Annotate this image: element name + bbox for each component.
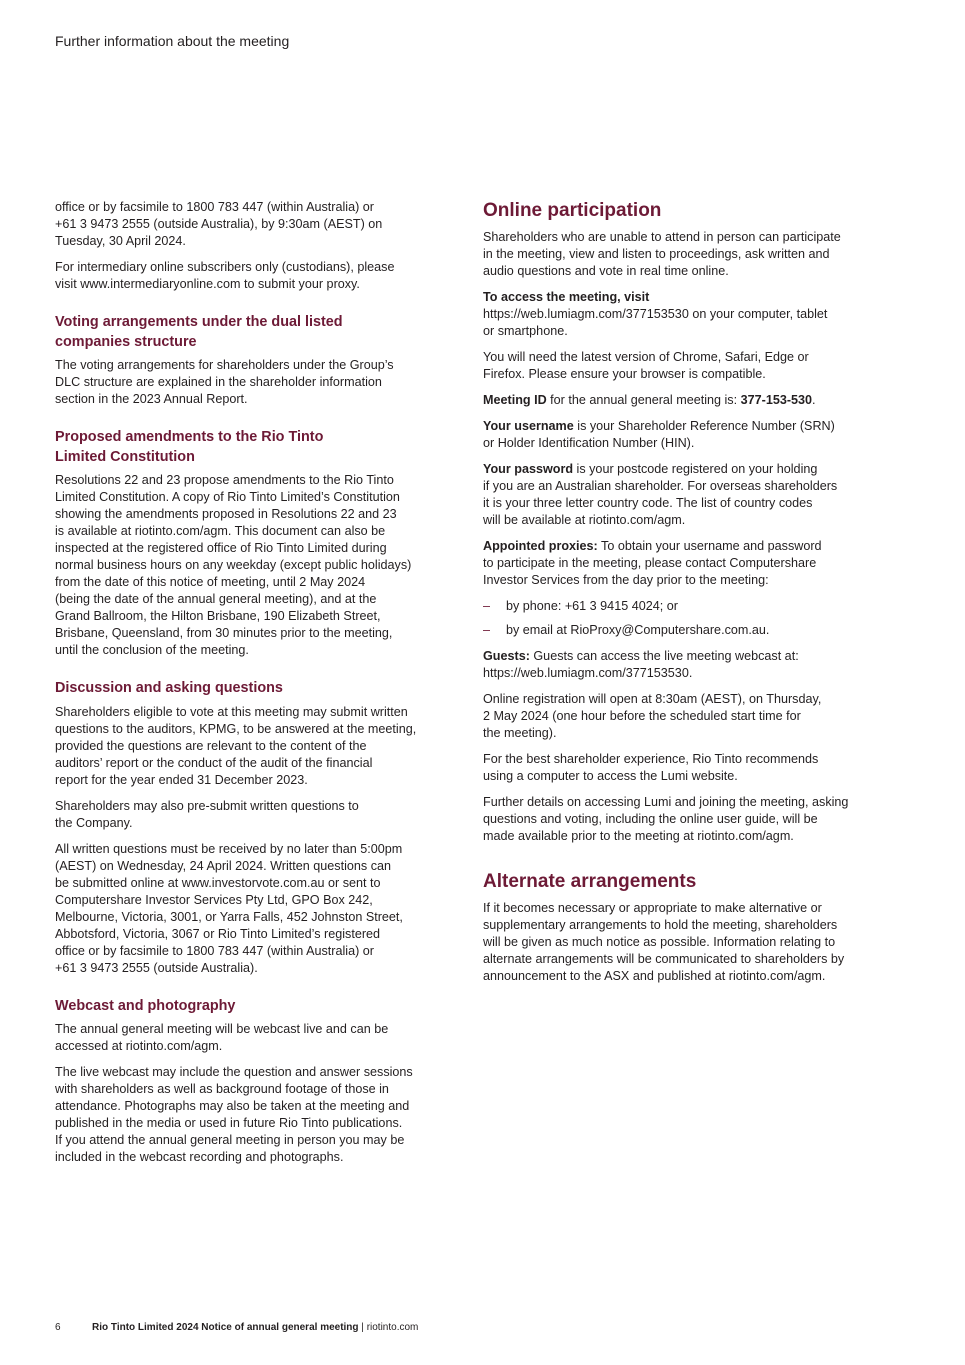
discussion-paragraph-auditors: Shareholders eligible to vote at this meeting may submit written questions to the auditors, KPMG, to be answered at the meeting, provided the questions are relevant to the content of the auditors’ report or the conduct of the audit of the financial report for the year ended 31 December 2023.: [55, 704, 417, 787]
list-item: [483, 598, 891, 615]
proxy-lodgement-continued: office or by facsimile to 1800 783 447 (within Australia) or +61 3 9473 2555 (outside Australia), by 9:30am (AEST) on Tuesday, 30 April 2024.: [55, 200, 383, 248]
username-paragraph: [483, 418, 891, 452]
password-label: Your password: [483, 462, 574, 476]
shareholder-experience-paragraph: For the best shareholder experience, Rio Tinto recommends using a computer to access the Lumi website.: [483, 752, 819, 783]
page-footer: [55, 1322, 418, 1333]
footer-website: riotinto.com: [366, 1322, 419, 1333]
online-participation-heading: Online participation: [483, 200, 662, 221]
meeting-id-end: .: [812, 393, 816, 407]
meeting-id-label: Meeting ID: [483, 393, 547, 407]
discussion-paragraph-deadline: All written questions must be received by no later than 5:00pm (AEST) on Wednesday, 24 April 2024. Written questions can be submitted online at www.investorvote.com.au or sent to Computershare Investor Services Pty Ltd, GPO Box 242, Melbourne, Victoria, 3001, or Yarra Falls, 452 Johnston Street, Abbotsford, Victoria, 3067 or Rio Tinto Limited’s registered office or by facsimile to 1800 783 447 (within Australia) or +61 3 9473 2555 (outside Australia).: [55, 841, 403, 975]
voting-arrangements-heading: Voting arrangements under the dual listed companies structure: [55, 314, 343, 350]
username-label: Your username: [483, 419, 574, 433]
webcast-photography-heading: Webcast and photography: [55, 997, 236, 1014]
running-head-title: Further information about the meeting: [55, 33, 290, 49]
constitution-amendments-heading: Proposed amendments to the Rio Tinto Limited Constitution: [55, 429, 324, 465]
dash-bullet: –: [483, 623, 491, 637]
guests-label: Guests:: [483, 649, 530, 663]
appointed-proxies-paragraph: [483, 538, 891, 589]
page-number: 6: [55, 1322, 61, 1333]
contact-list: [483, 598, 891, 639]
access-meeting-label: To access the meeting, visit: [483, 290, 650, 304]
right-column: [483, 199, 891, 994]
meeting-id-value: 377-153-530: [740, 393, 813, 407]
contact-email: by email at RioProxy@Computershare.com.au.: [506, 623, 770, 637]
access-meeting-text: https://web.lumiagm.com/377153530 on your computer, tablet or smartphone.: [483, 307, 828, 338]
alternate-arrangements-heading: Alternate arrangements: [483, 871, 697, 892]
webcast-paragraph-recording: The live webcast may include the question and answer sessions with shareholders as well as background footage of those in attendance. Photographs may also be taken at the meeting and published in the media or used in future Rio Tinto publications. If you attend the annual general meeting in person you may be included in the webcast recording and photographs.: [55, 1065, 413, 1164]
dash-bullet: –: [483, 599, 491, 613]
guests-paragraph: [483, 648, 891, 682]
discussion-paragraph-presubmit: Shareholders may also pre-submit written questions to the Company.: [55, 798, 359, 830]
footer-separator: |: [358, 1322, 367, 1333]
guests-text: Guests can access the live meeting webcast at: https://web.lumiagm.com/377153530.: [483, 649, 799, 680]
online-intro-paragraph: Shareholders who are unable to attend in person can participate in the meeting, view and listen to proceedings, ask written and audio questions and vote in real time online.: [483, 230, 841, 278]
further-details-paragraph: Further details on accessing Lumi and joining the meeting, asking questions and voting, including the online user guide, will be made available prior to the meeting at riotinto.com/agm.: [483, 795, 849, 843]
meeting-id-text: for the annual general meeting is:: [546, 393, 741, 407]
alternate-arrangements-paragraph: If it becomes necessary or appropriate to make alternative or supplementary arrangements to hold the meeting, shareholders will be given as much notice as possible. Information relating to alternate arrangements will be communicated to shareholders by announcement to the ASX and published at riotinto.com/agm.: [483, 901, 845, 983]
appointed-proxies-text: To obtain your username and password to participate in the meeting, please contact Computershare Investor Services from the day prior to the meeting:: [483, 539, 822, 587]
list-item: [483, 622, 891, 639]
left-column: [55, 199, 457, 1175]
constitution-amendments-paragraph: Resolutions 22 and 23 propose amendments to the Rio Tinto Limited Constitution. A copy of Rio Tinto Limited’s Constitution showing the amendments proposed in Resolutions 22 and 23 is available at riotinto.com/agm. This document can also be inspected at the registered office of Rio Tinto Limited during normal business hours on any weekday (except public holidays) from the date of this notice of meeting, until 2 May 2024 (being the date of the annual general meeting), and at the Grand Ballroom, the Hilton Brisbane, 190 Elizabeth Street, Brisbane, Queensland, from 30 minutes prior to the meeting, until the conclusion of the meeting.: [55, 473, 412, 657]
intermediary-online-paragraph: For intermediary online subscribers only (custodians), please visit www.intermediaryonline.com to submit your proxy.: [55, 260, 395, 291]
contact-phone: by phone: +61 3 9415 4024; or: [506, 599, 678, 613]
password-text: is your postcode registered on your holding if you are an Australian shareholder. For overseas shareholders it is your three letter country code. The list of country codes will be available at riotinto.com/agm.: [483, 462, 838, 527]
publication-title: Rio Tinto Limited 2024 Notice of annual general meeting: [92, 1322, 359, 1333]
access-meeting-paragraph: [483, 289, 891, 340]
discussion-questions-heading: Discussion and asking questions: [55, 680, 283, 696]
username-text: is your Shareholder Reference Number (SRN) or Holder Identification Number (HIN).: [483, 419, 835, 450]
meeting-id-paragraph: [483, 392, 891, 409]
browser-requirement-paragraph: You will need the latest version of Chrome, Safari, Edge or Firefox. Please ensure your browser is compatible.: [483, 350, 809, 381]
online-registration-paragraph: Online registration will open at 8:30am (AEST), on Thursday, 2 May 2024 (one hour before the scheduled start time for the meeting).: [483, 692, 822, 740]
password-paragraph: [483, 461, 891, 529]
voting-arrangements-paragraph: The voting arrangements for shareholders under the Group’s DLC structure are explained in the shareholder information section in the 2023 Annual Report.: [55, 358, 394, 406]
webcast-paragraph-access: The annual general meeting will be webcast live and can be accessed at riotinto.com/agm.: [55, 1022, 389, 1053]
appointed-proxies-label: Appointed proxies:: [483, 539, 598, 553]
